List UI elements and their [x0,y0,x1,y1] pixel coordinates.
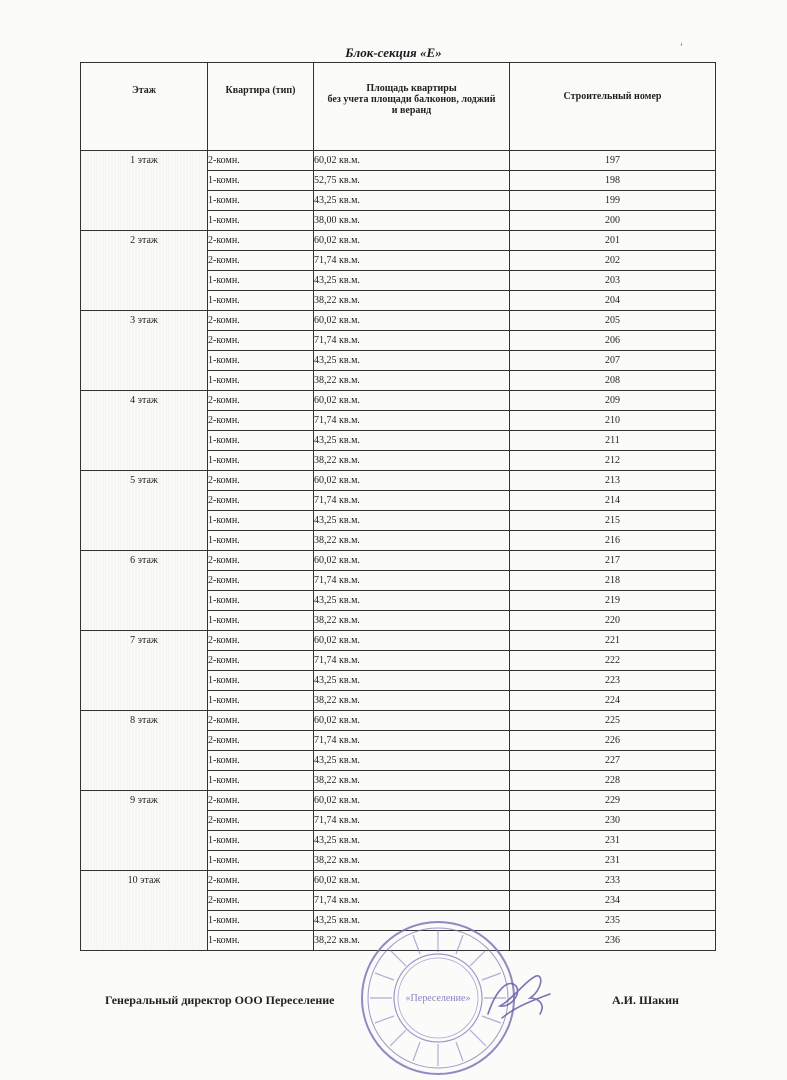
construction-number-cell: 216 [510,531,716,551]
construction-number-cell: 210 [510,411,716,431]
header-area-line-2: без учета площади балконов, лоджий [327,94,496,105]
table-row [81,151,716,171]
construction-number-cell: 199 [510,191,716,211]
construction-number-cell: 208 [510,371,716,391]
apartment-type-cell: 1-комн. [208,351,314,371]
construction-number-cell: 212 [510,451,716,471]
apartment-type-cell: 1-комн. [208,591,314,611]
area-cell: 71,74 кв.м. [314,411,510,431]
area-cell: 43,25 кв.м. [314,671,510,691]
construction-number-cell: 201 [510,231,716,251]
header-floor: Этаж [81,63,208,151]
area-cell: 60,02 кв.м. [314,871,510,891]
apartment-type-cell: 1-комн. [208,931,314,951]
area-cell: 60,02 кв.м. [314,791,510,811]
construction-number-cell: 206 [510,331,716,351]
apartment-type-cell: 2-комн. [208,631,314,651]
construction-number-cell: 209 [510,391,716,411]
apartment-type-cell: 2-комн. [208,491,314,511]
signature [480,968,555,1023]
apartment-type-cell: 2-комн. [208,871,314,891]
header-apartment-type: Квартира (тип) [208,63,314,151]
apartment-type-cell: 1-комн. [208,171,314,191]
construction-number-cell: 222 [510,651,716,671]
table-body [81,151,716,951]
floor-cell: 9 этаж [81,791,208,871]
floor-cell: 4 этаж [81,391,208,471]
apartments-table [80,62,716,951]
table-row [81,631,716,651]
floor-cell: 1 этаж [81,151,208,231]
header-area-line-1: Площадь квартиры [366,83,457,94]
construction-number-cell: 228 [510,771,716,791]
apartment-type-cell: 1-комн. [208,191,314,211]
header-area-line-3: и веранд [391,105,432,116]
document-title: Блок-секция «Е» [345,45,442,60]
floor-cell: 3 этаж [81,311,208,391]
area-cell: 71,74 кв.м. [314,251,510,271]
apartment-type-cell: 1-комн. [208,371,314,391]
construction-number-cell: 215 [510,511,716,531]
construction-number-cell: 214 [510,491,716,511]
area-cell: 43,25 кв.м. [314,271,510,291]
apartment-type-cell: 1-комн. [208,611,314,631]
apartment-type-cell: 1-комн. [208,851,314,871]
construction-number-cell: 203 [510,271,716,291]
table-row [81,231,716,251]
header-construction-number: Строительный номер [510,63,716,151]
apartment-type-cell: 1-комн. [208,911,314,931]
area-cell: 38,22 кв.м. [314,451,510,471]
apartment-type-cell: 2-комн. [208,811,314,831]
construction-number-cell: 234 [510,891,716,911]
area-cell: 38,22 кв.м. [314,531,510,551]
apartment-type-cell: 2-комн. [208,711,314,731]
floor-cell: 7 этаж [81,631,208,711]
apartment-type-cell: 1-комн. [208,511,314,531]
area-cell: 38,22 кв.м. [314,291,510,311]
construction-number-cell: 211 [510,431,716,451]
apartment-type-cell: 2-комн. [208,151,314,171]
apartment-type-cell: 2-комн. [208,471,314,491]
construction-number-cell: 235 [510,911,716,931]
floor-cell: 6 этаж [81,551,208,631]
apartment-type-cell: 1-комн. [208,691,314,711]
construction-number-cell: 202 [510,251,716,271]
area-cell: 43,25 кв.м. [314,831,510,851]
apartment-type-cell: 1-комн. [208,671,314,691]
area-cell: 43,25 кв.м. [314,351,510,371]
construction-number-cell: 227 [510,751,716,771]
construction-number-cell: 223 [510,671,716,691]
table-row [81,471,716,491]
construction-number-cell: 221 [510,631,716,651]
construction-number-cell: 205 [510,311,716,331]
table-header-row [81,63,716,151]
area-cell: 60,02 кв.м. [314,151,510,171]
corner-mark: ʼ [680,42,683,52]
table-row [81,551,716,571]
area-cell: 60,02 кв.м. [314,391,510,411]
construction-number-cell: 207 [510,351,716,371]
construction-number-cell: 213 [510,471,716,491]
area-cell: 71,74 кв.м. [314,731,510,751]
signatory-name: А.И. Шакин [612,993,679,1007]
apartment-type-cell: 1-комн. [208,531,314,551]
area-cell: 52,75 кв.м. [314,171,510,191]
header-area [314,63,510,151]
construction-number-cell: 230 [510,811,716,831]
area-cell: 71,74 кв.м. [314,651,510,671]
apartment-type-cell: 1-комн. [208,291,314,311]
apartment-type-cell: 2-комн. [208,891,314,911]
area-cell: 60,02 кв.м. [314,231,510,251]
construction-number-cell: 198 [510,171,716,191]
table-row [81,871,716,891]
area-cell: 43,25 кв.м. [314,591,510,611]
apartment-type-cell: 2-комн. [208,791,314,811]
area-cell: 38,00 кв.м. [314,211,510,231]
construction-number-cell: 197 [510,151,716,171]
floor-cell: 2 этаж [81,231,208,311]
area-cell: 71,74 кв.м. [314,891,510,911]
apartment-type-cell: 2-комн. [208,231,314,251]
area-cell: 71,74 кв.м. [314,331,510,351]
area-cell: 43,25 кв.м. [314,751,510,771]
table-row [81,711,716,731]
apartment-type-cell: 1-комн. [208,211,314,231]
area-cell: 38,22 кв.м. [314,851,510,871]
construction-number-cell: 225 [510,711,716,731]
area-cell: 43,25 кв.м. [314,511,510,531]
area-cell: 60,02 кв.м. [314,311,510,331]
area-cell: 43,25 кв.м. [314,911,510,931]
area-cell: 38,22 кв.м. [314,371,510,391]
area-cell: 43,25 кв.м. [314,191,510,211]
apartment-type-cell: 2-комн. [208,571,314,591]
area-cell: 38,22 кв.м. [314,931,510,951]
area-cell: 60,02 кв.м. [314,551,510,571]
apartment-type-cell: 2-комн. [208,551,314,571]
area-cell: 38,22 кв.м. [314,771,510,791]
area-cell: 71,74 кв.м. [314,811,510,831]
construction-number-cell: 226 [510,731,716,751]
apartment-type-cell: 2-комн. [208,411,314,431]
apartment-type-cell: 2-комн. [208,311,314,331]
area-cell: 38,22 кв.м. [314,691,510,711]
table-row [81,391,716,411]
area-cell: 60,02 кв.м. [314,471,510,491]
apartment-type-cell: 2-комн. [208,251,314,271]
construction-number-cell: 224 [510,691,716,711]
apartment-type-cell: 2-комн. [208,331,314,351]
floor-cell: 8 этаж [81,711,208,791]
apartment-type-cell: 1-комн. [208,751,314,771]
apartment-type-cell: 2-комн. [208,731,314,751]
construction-number-cell: 218 [510,571,716,591]
construction-number-cell: 204 [510,291,716,311]
stamp-center-text: «Переселение» [405,993,471,1004]
apartment-type-cell: 1-комн. [208,771,314,791]
table-row [81,311,716,331]
construction-number-cell: 229 [510,791,716,811]
floor-cell: 10 этаж [81,871,208,951]
area-cell: 43,25 кв.м. [314,431,510,451]
area-cell: 60,02 кв.м. [314,711,510,731]
construction-number-cell: 220 [510,611,716,631]
floor-cell: 5 этаж [81,471,208,551]
area-cell: 38,22 кв.м. [314,611,510,631]
area-cell: 60,02 кв.м. [314,631,510,651]
table-row [81,791,716,811]
apartment-type-cell: 2-комн. [208,391,314,411]
apartment-type-cell: 1-комн. [208,271,314,291]
apartment-type-cell: 1-комн. [208,451,314,471]
construction-number-cell: 200 [510,211,716,231]
construction-number-cell: 233 [510,871,716,891]
apartment-type-cell: 1-комн. [208,831,314,851]
apartment-type-cell: 2-комн. [208,651,314,671]
area-cell: 71,74 кв.м. [314,571,510,591]
construction-number-cell: 231 [510,851,716,871]
construction-number-cell: 219 [510,591,716,611]
construction-number-cell: 231 [510,831,716,851]
director-position: Генеральный директор ООО Переселение [105,993,335,1007]
construction-number-cell: 236 [510,931,716,951]
construction-number-cell: 217 [510,551,716,571]
area-cell: 71,74 кв.м. [314,491,510,511]
apartment-type-cell: 1-комн. [208,431,314,451]
